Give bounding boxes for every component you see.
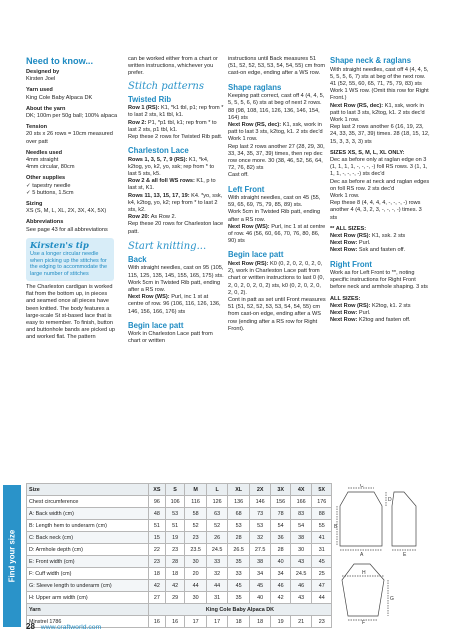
front-piece-outline (392, 492, 416, 546)
letter-d: D (388, 497, 392, 503)
table-cell: 19 (165, 532, 184, 544)
table-cell: 116 (185, 496, 207, 508)
abbreviations-label: Abbreviations (26, 219, 64, 226)
yarn-used-label: Yarn used (26, 87, 53, 94)
tip-title: Kirsten's tip (30, 240, 89, 251)
table-cell: 23 (148, 556, 165, 568)
needles-straight: 4mm straight (26, 157, 59, 164)
row-label: Chest circumference (27, 496, 149, 508)
row-label: Minstrel 1786 (27, 616, 149, 628)
row-label: B: Length hem to underarm (cm) (27, 520, 149, 532)
neck-dec-row: Next Row (RS, dec): K1, ssk, work in patt to last 3 sts, k2tog, k1. 2 sts dec'd (330, 102, 425, 116)
table-cell: 55 (312, 520, 332, 532)
table-cell: 53 (165, 508, 184, 520)
table-cell: 48 (148, 508, 165, 520)
table-cell: 21 (290, 616, 312, 628)
size-header-l: L (206, 484, 228, 496)
table-cell: 106 (165, 496, 184, 508)
table-cell: 33 (206, 556, 228, 568)
table-cell: 51 (165, 520, 184, 532)
column-stitch-patterns (128, 56, 224, 346)
yarn-label: Yarn (27, 604, 149, 616)
table-cell: 27 (148, 592, 165, 604)
table-cell: 36 (271, 532, 290, 544)
right-front-row3: Next Row: K2tog and fasten off. (330, 317, 411, 324)
table-cell: 27.5 (249, 544, 271, 556)
size-header-5x: 5X (312, 484, 332, 496)
begin-lace-heading: Begin lace patt (128, 320, 184, 330)
table-cell: 26.5 (228, 544, 250, 556)
lace-repeat: Rep these 20 rows for Charleston lace patt. (128, 221, 224, 235)
table-row (27, 592, 332, 604)
lace-rows-1-9: Rows 1, 3, 5, 7, 9 (RS): K1, *k4, k2tog, yo, k2, yo, ssk; rep from * to last 5 sts, k5. (128, 156, 215, 178)
table-cell: 23 (312, 616, 332, 628)
letter-c: C (360, 484, 364, 489)
table-cell: 23 (165, 544, 184, 556)
table-cell: 28 (228, 532, 250, 544)
begin-lace-text: Work in Charleston Lace patt from chart or written (128, 331, 213, 345)
table-cell: 53 (228, 520, 250, 532)
stitch-patterns-heading: Stitch patterns (128, 80, 204, 92)
table-cell: 29 (165, 592, 184, 604)
size-table-body (27, 496, 332, 628)
table-cell: 30 (290, 544, 312, 556)
table-cell: 35 (228, 592, 250, 604)
table-cell: 45 (312, 556, 332, 568)
back-next-row: Next Row (WS): Purl, inc 1 st at centre of row. 96 (106, 116, 126, 136, 146, 156, 166, 176) sts (128, 294, 221, 315)
letter-h: H (362, 570, 366, 576)
table-cell: 44 (312, 592, 332, 604)
table-cell: 20 (185, 568, 207, 580)
table-cell: 23 (185, 532, 207, 544)
raglan-cast-off-end: Cast off. (228, 172, 249, 179)
table-cell: 32 (249, 532, 271, 544)
row-label: C: Back neck (cm) (27, 532, 149, 544)
tip-box (26, 238, 114, 281)
row-label: D: Armhole depth (cm) (27, 544, 149, 556)
right-front-text: Work as for Left Front to **, noting specific instructions for Right Front before neck and armhole shaping. 3 sts (330, 270, 428, 291)
all-sizes-row3: Next Row: Ssk and fasten off. (330, 247, 406, 254)
table-cell: 53 (249, 520, 271, 532)
table-row (27, 568, 332, 580)
table-row (27, 544, 332, 556)
other-supplies-label: Other supplies (26, 175, 66, 182)
sizes-dec-raglan: Dec as before only at raglan edge on 3 (1, 1, 1, 1, -, -, -, -) foll RS rows. 3 (1, 1, 1, 1, -, -, -, -) sts dec'd (330, 156, 428, 178)
size-header-4x: 4X (290, 484, 312, 496)
table-cell: 156 (271, 496, 290, 508)
table-cell: 38 (290, 532, 312, 544)
table-cell: 16 (165, 616, 184, 628)
sizing: XS (S, M, L, XL, 2X, 3X, 4X, 5X) (26, 208, 107, 215)
table-cell: 58 (185, 508, 207, 520)
column-raglans (228, 56, 326, 333)
table-cell: 44 (206, 580, 228, 592)
supply-needle: ✓ tapestry needle (26, 182, 71, 189)
table-cell: 54 (271, 520, 290, 532)
yarn-used: King Cole Baby Alpaca DK (26, 94, 93, 101)
need-to-know-heading: Need to know... (26, 56, 94, 66)
intro-text: The Charleston cardigan is worked flat from the bottom up, in pieces and seamed once all pieces have been knitted. The body features a large-scale St st-based lace that is easy to remember. To finish, button and buttonhole bands are picked up and worked flat. The pattern (26, 284, 115, 341)
row-label: E: Front width (cm) (27, 556, 149, 568)
back-heading: Back (128, 254, 147, 264)
table-cell: 17 (185, 616, 207, 628)
raglan-repeat: Rep last 2 rows another 27 (28, 29, 30, 33, 34, 35, 37, 39) times, then rep dec row once more. 30 (38, 46, 52, 56, 64, 72, 76, 82) sts (228, 143, 325, 172)
table-cell: 35 (228, 556, 250, 568)
left-front-cast-on: With straight needles, cast on 45 (55, 59, 65, 69, 75, 79, 85, 89) sts. (228, 195, 321, 209)
table-cell: 45 (228, 580, 250, 592)
table-cell: 136 (228, 496, 250, 508)
table-cell: 24.5 (206, 544, 228, 556)
table-row (27, 532, 332, 544)
front-lace-row: Next Row (RS): K0 (0, 2, 0, 2, 0, 2, 0, 2), work in Charleston Lace patt from chart or written instructions to last 0 (0, 2, 0, 2, 0, 2, 0, 2) sts, k0 (0, 2, 0, 2, 0, 2, 0, 2). (228, 260, 325, 296)
table-cell: 19 (271, 616, 290, 628)
table-row (27, 580, 332, 592)
page-footer (26, 622, 101, 631)
table-cell: 18 (249, 616, 271, 628)
table-cell: 43 (290, 592, 312, 604)
table-cell: 23.5 (185, 544, 207, 556)
back-cast-on: With straight needles, cast on 95 (105, 115, 125, 135, 145, 155, 165, 175) sts. (128, 265, 224, 279)
column-need-to-know (26, 56, 118, 342)
garment-schematic (334, 484, 444, 624)
table-cell: 40 (249, 592, 271, 604)
table-cell: 32 (206, 568, 228, 580)
table-cell: 42 (148, 580, 165, 592)
table-cell: 17 (206, 616, 228, 628)
start-knitting-heading: Start knitting... (128, 240, 207, 252)
twisted-rib-row2: Row 2: P1, *p1 tbl, k1; rep from * to last 2 sts, p1 tbl, k1. (128, 119, 217, 133)
table-row (27, 520, 332, 532)
letter-b: B (334, 524, 338, 530)
letter-e: E (403, 552, 407, 558)
table-cell: 33 (228, 568, 250, 580)
supply-buttons: ✓ 5 buttons, 1.5cm (26, 189, 74, 196)
size-table-header (27, 484, 332, 496)
table-cell: 41 (312, 532, 332, 544)
left-front-heading: Left Front (228, 184, 265, 194)
table-cell: 18 (228, 616, 250, 628)
table-cell: 24.5 (290, 568, 312, 580)
right-front-row2: Next Row: Purl. (330, 310, 371, 317)
table-cell: 51 (148, 520, 165, 532)
all-sizes-heading: ** ALL SIZES: (330, 225, 367, 232)
designer-name: Kirsten Joel (26, 76, 56, 83)
begin-lace-patt-heading: Begin lace patt (228, 250, 284, 260)
twisted-rib-row1: Row 1 (RS): K1, *k1 tbl, p1; rep from * to last 2 sts, k1 tbl, k1. (128, 105, 224, 119)
table-cell: 42 (271, 592, 290, 604)
size-header-xs: XS (148, 484, 165, 496)
table-cell: 31 (206, 592, 228, 604)
size-header-m: M (185, 484, 207, 496)
abbreviations: See page 43 for all abbreviations (26, 226, 108, 233)
raglan-work-row: Work 1 row. (228, 136, 258, 143)
shape-neck-heading: Shape neck & raglans (330, 56, 412, 65)
table-cell: 88 (312, 508, 332, 520)
table-cell: 44 (185, 580, 207, 592)
table-cell: 52 (206, 520, 228, 532)
website-link[interactable]: www.craftworld.com (40, 624, 102, 631)
yarn-header-row (27, 604, 332, 616)
table-cell: 42 (165, 580, 184, 592)
about-yarn-label: About the yarn (26, 105, 66, 112)
letter-a: A (360, 552, 364, 558)
table-cell: 34 (249, 568, 271, 580)
lace-rows-11-19: Rows 11, 13, 15, 17, 19: K4. *yo, ssk, k4, k2tog, yo, k2; rep from * to last 2 sts, k2. (128, 192, 223, 214)
lace-row-2: Row 2 & all foll WS rows: K1, p to last st, K1. (128, 178, 216, 192)
shape-raglans-heading: Shape raglans (228, 82, 282, 92)
table-cell: 146 (249, 496, 271, 508)
table-cell: 46 (290, 580, 312, 592)
size-table (26, 483, 332, 628)
intro-continued: can be worked either from a chart or written instructions, whichever you prefer. (128, 56, 218, 77)
yarn-name: King Cole Baby Alpaca DK (148, 604, 331, 616)
table-cell: 73 (249, 508, 271, 520)
size-header-2x: 2X (249, 484, 271, 496)
table-cell: 78 (271, 508, 290, 520)
sizes-heading: SIZES XS, S, M, L, XL ONLY: (330, 149, 405, 156)
table-cell: 63 (206, 508, 228, 520)
table-cell: 18 (165, 568, 184, 580)
column-neck (330, 56, 430, 325)
back-piece-outline (340, 492, 382, 546)
twisted-rib-heading: Twisted Rib (128, 94, 172, 104)
table-cell: 16 (148, 616, 165, 628)
neck-repeat: Rep last 2 rows another 6 (16, 19, 23, 24, 33, 35, 37, 39) times. 28 (18, 15, 12, 15, 3, 3, 3, 3) sts (330, 124, 430, 145)
page-number: 28 (26, 622, 35, 631)
table-row (27, 508, 332, 520)
table-cell: 83 (290, 508, 312, 520)
table-cell: 126 (206, 496, 228, 508)
table-cell: 28 (271, 544, 290, 556)
row-label: G: Sleeve length to underarm (cm) (27, 580, 149, 592)
size-header-label: Size (27, 484, 149, 496)
all-sizes-row2: Next Row: Purl. (330, 240, 371, 247)
table-cell: 40 (271, 556, 290, 568)
back-measure-text: instructions until Back measures 51 (51, 52, 52, 53, 53, 54, 54, 55) cm from cast-on edge, ending after a WS row. (228, 56, 326, 77)
table-cell: 22 (148, 544, 165, 556)
table-cell: 25 (312, 568, 332, 580)
neck-ws-row: Work 1 WS row. (Omit this row for Right Front.) (330, 88, 429, 102)
neck-cast-off: With straight needles, cast off 4 (4, 4, 5, 5, 5, 5, 6, 7) sts at beg of the next row. 41 (52, 55, 60, 65, 71, 75, 79, 83) sts (330, 66, 429, 87)
table-cell: 166 (290, 496, 312, 508)
table-cell: 47 (312, 580, 332, 592)
needles-circular: 4mm circular, 80cm (26, 164, 75, 171)
table-cell: 96 (148, 496, 165, 508)
sizes-repeat: Rep these 8 (4, 4, 4, 4, -, -, -, -) rows another 4 (4, 3, 2, 3, -, -, -, -) times. 3 sts (330, 200, 422, 221)
table-cell: 18 (148, 568, 165, 580)
row-label: F: Cuff width (cm) (27, 568, 149, 580)
sizing-label: Sizing (26, 201, 43, 208)
table-row (27, 556, 332, 568)
table-cell: 38 (249, 556, 271, 568)
find-your-size-label: Find your size (7, 529, 17, 583)
table-cell: 43 (290, 556, 312, 568)
table-cell: 15 (148, 532, 165, 544)
right-front-heading: Right Front (330, 259, 373, 269)
all-sizes-row1: Next Row (RS): K1, ssk. 2 sts (330, 232, 406, 239)
front-lace-continue: Cont in patt as set until Front measures 51 (51, 52, 52, 53, 53, 54, 54, 55) cm from cast-on edge, ending after a WS row (ending after a RS row for Right Front). (228, 296, 326, 332)
table-row (27, 496, 332, 508)
about-yarn: DK; 100m per 50g ball; 100% alpaca (26, 113, 118, 120)
right-front-row1: Next Row (RS): K2tog, k1. 2 sts (330, 302, 411, 309)
sizes-work-row: Work 1 row. (330, 192, 360, 199)
raglan-cast-off: Keeping patt correct, cast off 4 (4, 4, 5, 5, 5, 5, 6, 6) sts at beg of next 2 rows. 88 (98, 108, 116, 126, 136, 146, 154, 164) sts (228, 93, 325, 121)
row-label: H: Upper arm width (cm) (27, 592, 149, 604)
table-cell: 176 (312, 496, 332, 508)
size-header-3x: 3X (271, 484, 290, 496)
designed-by-label: Designed by (26, 69, 60, 75)
back-rib: Work 5cm in Twisted Rib patt, ending after a RS row. (128, 279, 221, 293)
lace-row-20: Row 20: As Row 2. (128, 214, 177, 221)
table-cell: 46 (271, 580, 290, 592)
left-front-next-row: Next Row (WS): Purl, inc 1 st at centre of row. 46 (56, 60, 66, 70, 76, 80, 86, 90) sts (228, 223, 326, 245)
table-cell: 45 (249, 580, 271, 592)
sizes-dec-neck: Dec as before at neck and raglan edges on foll RS row. 2 sts dec'd (330, 178, 430, 192)
table-cell: 31 (312, 544, 332, 556)
size-header-s: S (165, 484, 184, 496)
tip-text: Use a longer circular needle when picking up the stitches for the edging to accommodate the large number of stitches (30, 250, 108, 278)
size-header-xl: XL (228, 484, 250, 496)
twisted-rib-repeat: Rep these 2 rows for Twisted Rib patt. (128, 133, 223, 140)
raglan-dec-row: Next Row (RS, dec): K1, ssk, work in patt to last 3 sts, k2tog, k1. 2 sts dec'd (228, 121, 323, 136)
tension: 20 sts x 26 rows = 10cm measured over patt (26, 131, 113, 145)
neck-work-row: Work 1 row. (330, 116, 360, 123)
table-cell: 28 (165, 556, 184, 568)
table-cell: 26 (206, 532, 228, 544)
charleston-lace-heading: Charleston Lace (128, 146, 189, 156)
tension-label: Tension (26, 124, 48, 131)
find-your-size-tab (3, 485, 21, 627)
table-cell: 54 (290, 520, 312, 532)
letter-f: F (362, 620, 366, 624)
table-cell: 30 (185, 556, 207, 568)
needles-label: Needles used (26, 149, 63, 156)
letter-g: G (390, 596, 394, 602)
left-front-rib: Work 5cm in Twisted Rib patt, ending after a RS row. (228, 209, 321, 223)
row-label: A: Back width (cm) (27, 508, 149, 520)
table-cell: 68 (228, 508, 250, 520)
table-cell: 52 (185, 520, 207, 532)
all-sizes-2-heading: ALL SIZES: (330, 295, 361, 302)
table-cell: 34 (271, 568, 290, 580)
table-cell: 30 (185, 592, 207, 604)
